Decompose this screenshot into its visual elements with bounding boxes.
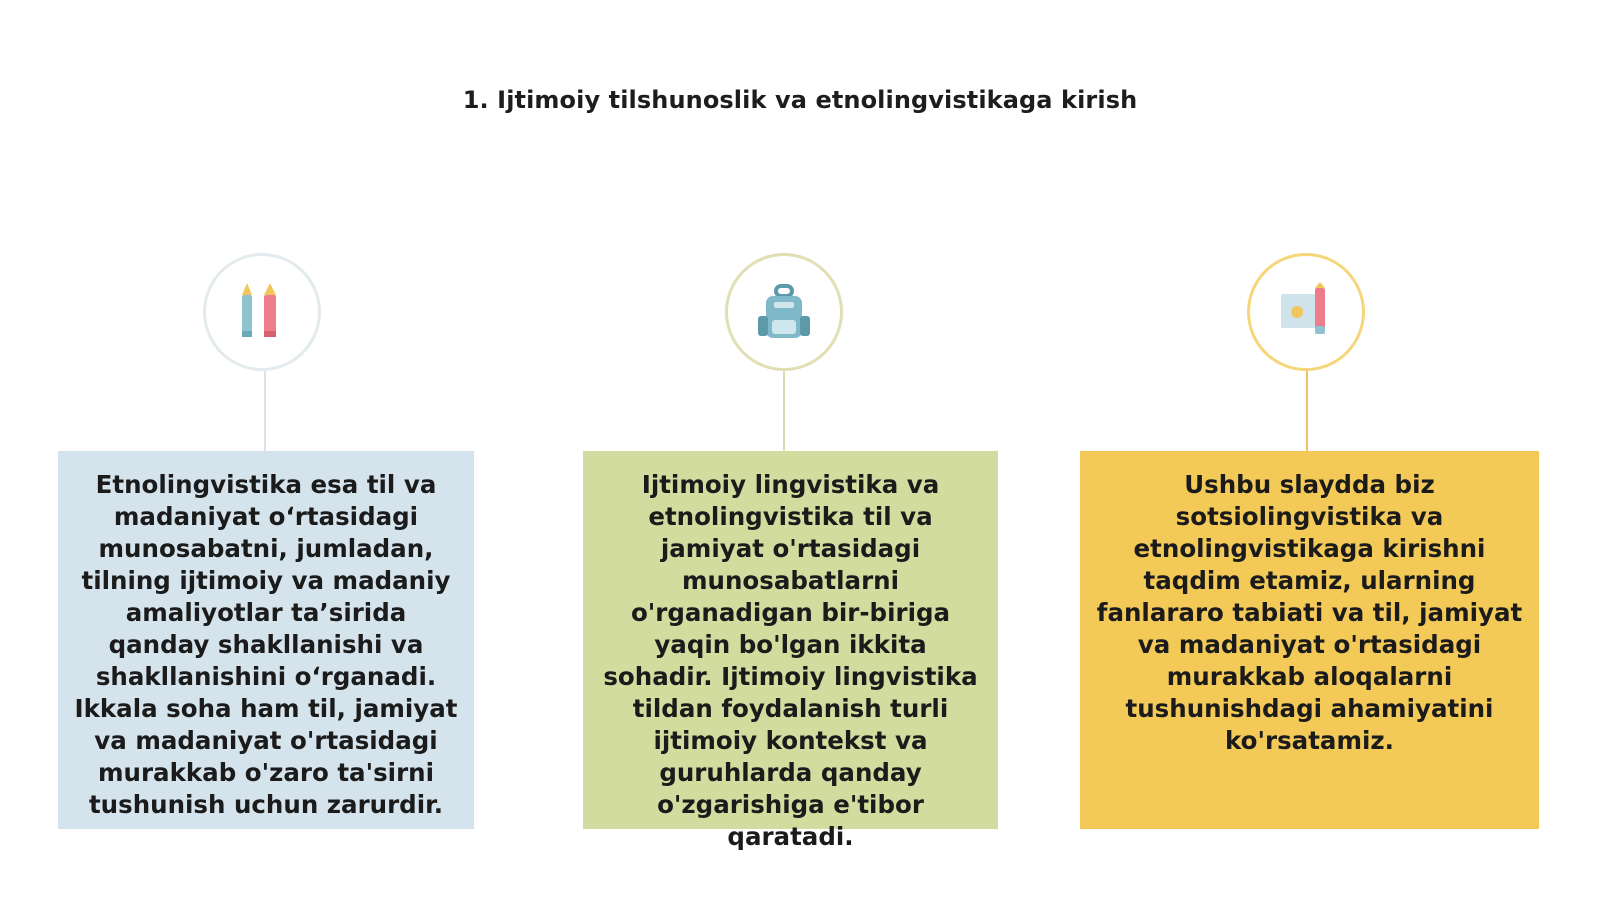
card-2-text: Ijtimoiy lingvistika va etnolingvistika til va jamiyat o'rtasidagi munosabatlarni o'rganadigan bir-biriga yaqin bo'lgan ikkita sohadir. Ijtimoiy lingvistika tildan foydalanish turli ijtimoiy kontekst va guruhlarda qanday o'zgarishiga e'tibor qaratadi. — [603, 470, 978, 851]
icon-circle-1 — [203, 253, 321, 371]
card-3-text: Ushbu slaydda biz sotsiolingvistika va etnolingvistikaga kirishni taqdim etamiz, ularning fanlararo tabiati va til, jamiyat va madaniyat o'rtasidagi murakkab aloqalarni tushunishdagi ahamiyatini ko'rsatamiz. — [1096, 470, 1523, 755]
backpack-icon — [754, 282, 814, 342]
drawing-pencil-icon — [1275, 282, 1337, 342]
card-3 — [1080, 451, 1539, 829]
slide-title: 1. Ijtimoiy tilshunoslik va etnolingvistikaga kirish — [462, 86, 1138, 114]
pencils-icon — [234, 281, 290, 343]
connector-line-1 — [264, 371, 266, 451]
icon-circle-2 — [725, 253, 843, 371]
connector-line-2 — [783, 371, 785, 451]
card-1-text: Etnolingvistika esa til va madaniyat oʻrtasidagi munosabatni, jumladan, tilning ijtimoiy va madaniy amaliyotlar ta’sirida qanday shakllanishi va shakllanishini oʻrganadi. Ikkala soha ham til, jamiyat va madaniyat o'rtasidagi murakkab o'zaro ta'sirni tushunish uchun zarurdir. — [74, 470, 458, 819]
card-2 — [583, 451, 998, 851]
icon-circle-3 — [1247, 253, 1365, 371]
card-1 — [58, 451, 474, 829]
connector-line-3 — [1306, 371, 1308, 451]
